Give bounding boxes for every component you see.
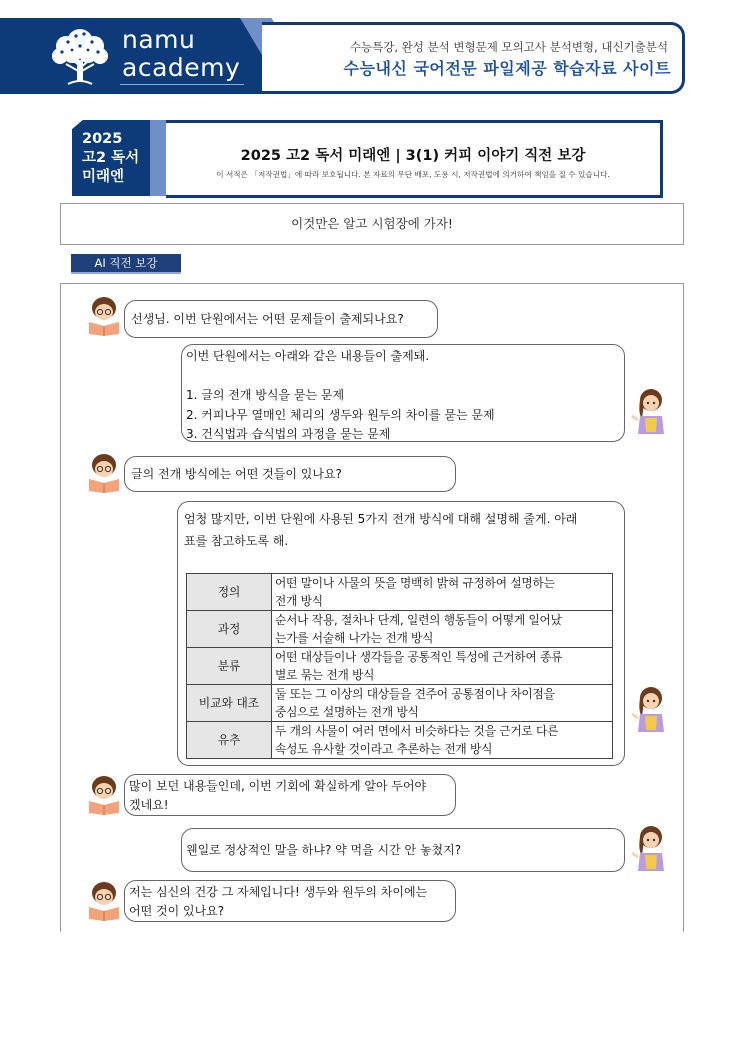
desc-line: 어떤 대상들이나 생각들을 공통적인 특성에 근거하여 종류 [275, 650, 563, 664]
header-subtitle: 수능특강, 완성 분석 변형문제 모의고사 분석변형, 내신기출분석 [349, 40, 668, 54]
answer-text: 엄청 많지만, 이번 단원에 사용된 5가지 전개 방식에 대해 설명해 줄게. 아래 [184, 512, 578, 526]
desc-line: 별로 묶는 전개 방식 [275, 668, 375, 682]
teacher-answer-3 [181, 828, 625, 872]
table-row [187, 611, 613, 648]
section-label-underline [71, 272, 181, 274]
desc-line: 순서나 작용, 절차나 단계, 일련의 행동들이 어떻게 일어났 [275, 613, 562, 627]
title-block-stripe [150, 120, 166, 196]
desc-line: 둘 또는 그 이상의 대상들을 견주어 공통점이나 차이점을 [275, 687, 555, 701]
table-term: 과정 [187, 611, 272, 648]
logo-text [122, 26, 240, 82]
desc-line: 전개 방식 [275, 594, 323, 608]
table-desc [272, 648, 613, 685]
question-text: 선생님. 이번 단원에서는 어떤 문제들이 출제되나요? [131, 312, 404, 326]
answer-intro: 이번 단원에서는 아래와 같은 내용들이 출제돼. [186, 349, 430, 363]
answer-text: 웬일로 정상적인 말을 하냐? 약 먹을 시간 안 놓쳤지? [186, 843, 462, 857]
table-desc [272, 722, 613, 759]
student-avatar-icon [86, 881, 122, 921]
question-text: 겠네요! [129, 798, 169, 812]
expository-methods-table [186, 573, 613, 759]
header-title: 수능내신 국어전문 파일제공 학습자료 사이트 [343, 59, 671, 78]
question-text: 많이 보던 내용들인데, 이번 기회에 확실하게 알아 두어야 [129, 779, 427, 793]
title-label-publisher: 미래엔 [82, 169, 125, 185]
desc-line: 속성도 유사할 것이라고 추론하는 전개 방식 [275, 742, 493, 756]
copyright-notice: 이 서적은 「저작권법」에 따라 보호됩니다. 본 자료의 무단 배포, 도용 시, 저작권법에 의거하여 책임을 질 수 있습니다. [216, 170, 610, 179]
table-term: 정의 [187, 574, 272, 611]
table-desc [272, 574, 613, 611]
teacher-answer-1 [181, 344, 625, 442]
logo-line2: academy [122, 53, 241, 82]
question-text: 글의 전개 방식에는 어떤 것들이 있나요? [131, 467, 342, 481]
table-desc [272, 611, 613, 648]
teacher-avatar-icon [630, 388, 668, 434]
student-avatar-icon [86, 453, 122, 493]
document-title: 2025 고2 독서 미래엔 | 3(1) 커피 이야기 직전 보강 [240, 148, 586, 164]
teacher-avatar-icon [630, 686, 668, 732]
question-text: 어떤 것이 있나요? [129, 904, 225, 918]
answer-item: 1. 글의 전개 방식을 묻는 문제 [186, 388, 345, 402]
teacher-avatar-icon [630, 825, 668, 871]
title-block-label [82, 130, 139, 187]
answer-item: 2. 커피나무 열매인 체리의 생두와 원두의 차이를 묻는 문제 [186, 407, 495, 422]
table-term: 분류 [187, 648, 272, 685]
logo-line1: namu [122, 25, 196, 54]
desc-line: 는가를 서술해 나가는 전개 방식 [275, 631, 434, 645]
answer-item: 3. 건식법과 습식법의 과정을 묻는 문제 [186, 427, 391, 441]
table-row [187, 722, 613, 759]
table-row [187, 574, 613, 611]
student-question-3 [124, 774, 456, 816]
student-avatar-icon [86, 296, 122, 336]
table-row [187, 648, 613, 685]
desc-line: 어떤 말이나 사물의 뜻을 명백히 밝혀 규정하여 설명하는 [275, 576, 555, 590]
table-term: 유추 [187, 722, 272, 759]
table-desc [272, 685, 613, 722]
title-label-year: 2025 [82, 131, 123, 147]
student-question-2 [124, 456, 456, 492]
section-label: AI 직전 보강 [71, 254, 181, 272]
desc-line: 두 개의 사물이 여러 면에서 비슷하다는 것을 근거로 다른 [275, 724, 559, 738]
table-row [187, 685, 613, 722]
title-label-grade: 고2 독서 [82, 150, 140, 166]
answer-text: 표를 참고하도록 해. [184, 534, 289, 548]
table-term: 비교와 대조 [187, 685, 272, 722]
question-text: 저는 심신의 건강 그 자체입니다! 생두와 원두의 차이에는 [129, 885, 428, 899]
desc-line: 중심으로 설명하는 전개 방식 [275, 705, 419, 719]
tree-logo-icon [48, 24, 112, 86]
logo-underline [120, 84, 244, 85]
notice-box: 이것만은 알고 시험장에 가자! [60, 203, 684, 245]
student-question-4 [124, 880, 456, 922]
student-avatar-icon [86, 775, 122, 815]
student-question-1 [124, 300, 438, 338]
